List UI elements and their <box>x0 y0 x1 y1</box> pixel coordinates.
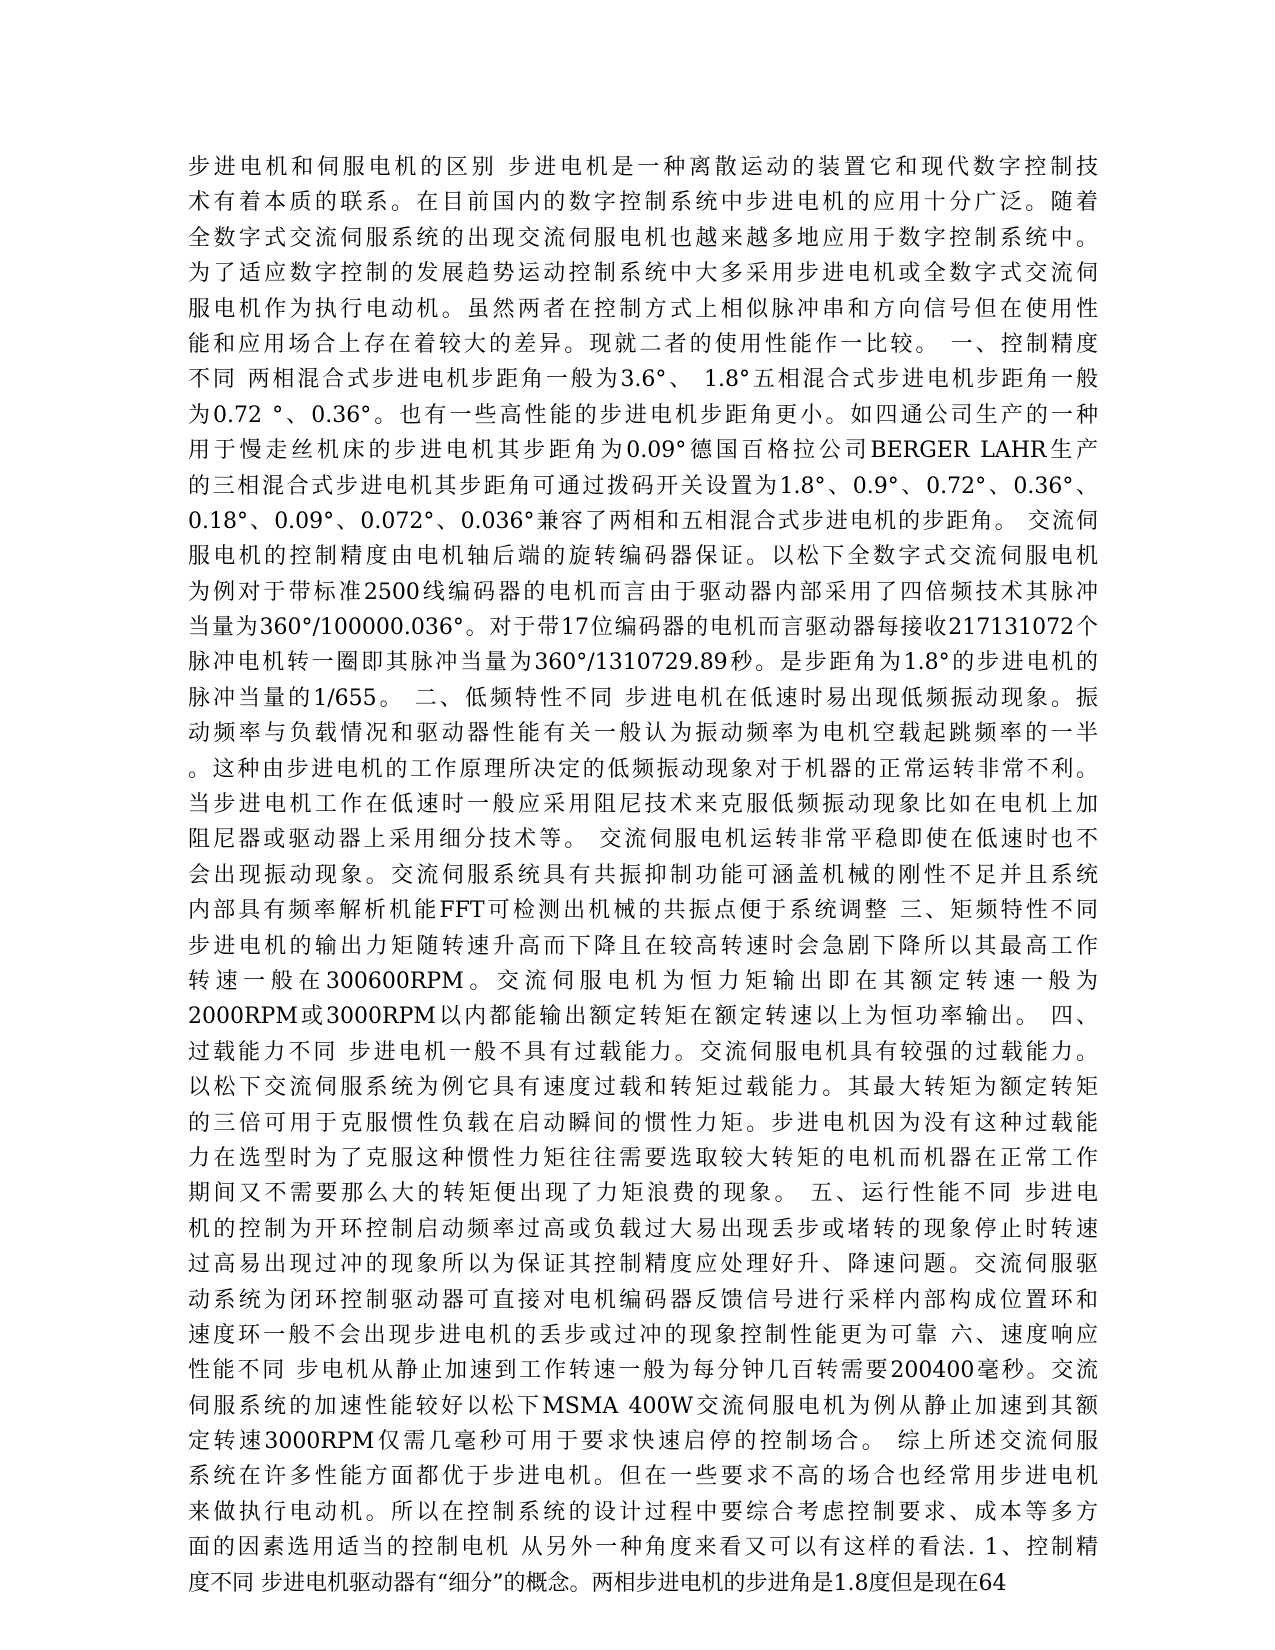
text-line: 过载能力不同 步进电机一般不具有过载能力。交流伺服电机具有较强的过载能力。 <box>188 1039 1098 1065</box>
text-line: 为0.72 °、0.36°。也有一些高性能的步进电机步距角更小。如四通公司生产的一种 <box>188 402 1098 428</box>
text-line: 机的控制为开环控制启动频率过高或负载过大易出现丢步或堵转的现象停止时转速 <box>188 1216 1098 1242</box>
text-line: 为例对于带标准2500线编码器的电机而言由于驱动器内部采用了四倍频技术其脉冲 <box>188 579 1098 605</box>
text-line: 系统在许多性能方面都优于步进电机。但在一些要求不高的场合也经常用步进电机 <box>188 1464 1098 1490</box>
text-line: 服电机的控制精度由电机轴后端的旋转编码器保证。以松下全数字式交流伺服电机 <box>188 544 1098 570</box>
text-line: 来做执行电动机。所以在控制系统的设计过程中要综合考虑控制要求、成本等多方 <box>188 1499 1098 1525</box>
text-line: 定转速3000RPM仅需几毫秒可用于要求快速启停的控制场合。 综上所述交流伺服 <box>188 1429 1098 1455</box>
text-line: 脉冲电机转一圈即其脉冲当量为360°/1310729.89秒。是步距角为1.8°的步进电机的 <box>188 650 1098 676</box>
text-line: 当步进电机工作在低速时一般应采用阻尼技术来克服低频振动现象比如在电机上加 <box>188 792 1098 818</box>
text-line: 不同 两相混合式步进电机步距角一般为3.6°、 1.8°五相混合式步进电机步距角一般 <box>188 367 1098 393</box>
text-line: 期间又不需要那么大的转矩便出现了力矩浪费的现象。 五、运行性能不同 步进电 <box>188 1181 1098 1207</box>
text-line: 当量为360°/100000.036°。对于带17位编码器的电机而言驱动器每接收217131072个 <box>188 615 1098 641</box>
text-line: 度不同 步进电机驱动器有“细分”的概念。两相步进电机的步进角是1.8度但是现在64 <box>188 1570 1007 1596</box>
text-line: 动系统为闭环控制驱动器可直接对电机编码器反馈信号进行采样内部构成位置环和 <box>188 1287 1098 1313</box>
text-line: 面的因素选用适当的控制电机 从另外一种角度来看又可以有这样的看法. 1、控制精 <box>188 1535 1098 1561</box>
text-line: 的三倍可用于克服惯性负载在启动瞬间的惯性力矩。步进电机因为没有这种过载能 <box>188 1110 1098 1136</box>
text-line: 用于慢走丝机床的步进电机其步距角为0.09°德国百格拉公司BERGER LAHR生产 <box>188 438 1098 464</box>
text-line: 0.18°、0.09°、0.072°、0.036°兼容了两相和五相混合式步进电机的步距角。 交流伺 <box>188 508 1098 534</box>
text-line: 性能不同 步电机从静止加速到工作转速一般为每分钟几百转需要200400毫秒。交流 <box>188 1358 1098 1384</box>
text-line: 转速一般在300600RPM。交流伺服电机为恒力矩输出即在其额定转速一般为 <box>188 968 1098 994</box>
text-line: 动频率与负载情况和驱动器性能有关一般认为振动频率为电机空载起跳频率的一半 <box>188 721 1098 747</box>
text-line: 力在选型时为了克服这种惯性力矩往往需要选取较大转矩的电机而机器在正常工作 <box>188 1145 1098 1171</box>
body-text <box>188 150 1098 1601</box>
text-line: 术有着本质的联系。在目前国内的数字控制系统中步进电机的应用十分广泛。随着 <box>188 190 1098 216</box>
text-line: 速度环一般不会出现步进电机的丢步或过冲的现象控制性能更为可靠 六、速度响应 <box>188 1322 1098 1348</box>
text-line: 阻尼器或驱动器上采用细分技术等。 交流伺服电机运转非常平稳即使在低速时也不 <box>188 827 1098 853</box>
text-line: 步进电机和伺服电机的区别 步进电机是一种离散运动的装置它和现代数字控制技 <box>188 155 1098 180</box>
text-line: 的三相混合式步进电机其步距角可通过拨码开关设置为1.8°、0.9°、0.72°、0.36°、 <box>188 473 1098 499</box>
text-line: 以松下交流伺服系统为例它具有速度过载和转矩过载能力。其最大转矩为额定转矩 <box>188 1075 1098 1101</box>
text-line: 步进电机的输出力矩随转速升高而下降且在较高转速时会急剧下降所以其最高工作 <box>188 933 1098 959</box>
text-line: 为了适应数字控制的发展趋势运动控制系统中大多采用步进电机或全数字式交流伺 <box>188 261 1098 287</box>
text-line: 全数字式交流伺服系统的出现交流伺服电机也越来越多地应用于数字控制系统中。 <box>188 225 1098 251</box>
text-line: 能和应用场合上存在着较大的差异。现就二者的使用性能作一比较。 一、控制精度 <box>188 331 1098 357</box>
text-line: 过高易出现过冲的现象所以为保证其控制精度应处理好升、降速问题。交流伺服驱 <box>188 1252 1098 1278</box>
text-line: 服电机作为执行电动机。虽然两者在控制方式上相似脉冲串和方向信号但在使用性 <box>188 296 1098 322</box>
text-line: 会出现振动现象。交流伺服系统具有共振抑制功能可涵盖机械的刚性不足并且系统 <box>188 862 1098 888</box>
text-line: 内部具有频率解析机能FFT可检测出机械的共振点便于系统调整 三、矩频特性不同 <box>188 898 1098 924</box>
text-line: 伺服系统的加速性能较好以松下MSMA 400W交流伺服电机为例从静止加速到其额 <box>188 1393 1098 1419</box>
text-line: 。这种由步进电机的工作原理所决定的低频振动现象对于机器的正常运转非常不利。 <box>188 756 1098 782</box>
text-line: 脉冲当量的1/655。 二、低频特性不同 步进电机在低速时易出现低频振动现象。振 <box>188 685 1098 711</box>
text-line: 2000RPM或3000RPM以内都能输出额定转矩在额定转速以上为恒功率输出。 四、 <box>188 1004 1098 1030</box>
